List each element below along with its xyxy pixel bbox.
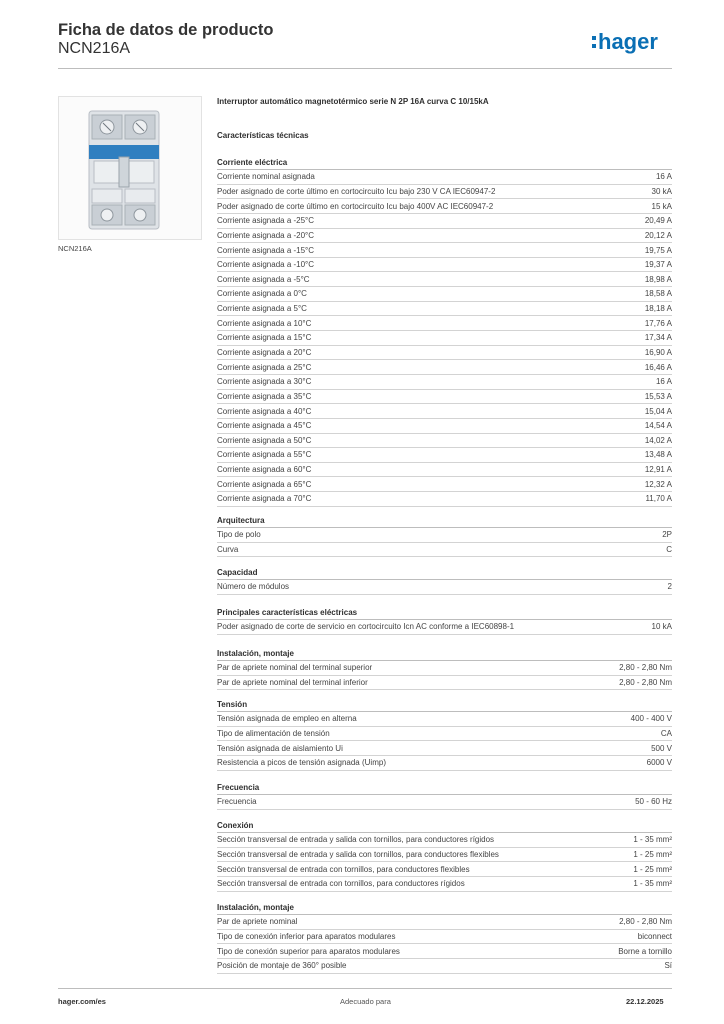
spec-row bbox=[217, 170, 672, 185]
product-code: NCN216A bbox=[58, 40, 131, 57]
hager-logo bbox=[592, 26, 676, 56]
spec-value: 19,37 A bbox=[644, 260, 672, 270]
spec-section bbox=[217, 566, 672, 595]
spec-label: Sección transversal de entrada con tornillos, para conductores rígidos bbox=[217, 879, 465, 889]
footer-date: 22.12.2025 bbox=[626, 997, 664, 1006]
spec-row bbox=[217, 258, 672, 273]
spec-row bbox=[217, 316, 672, 331]
spec-value: 18,98 A bbox=[644, 274, 672, 284]
spec-label: Sección transversal de entrada con tornillos, para conductores flexibles bbox=[217, 864, 470, 874]
spec-label: Corriente asignada a -15°C bbox=[217, 245, 315, 255]
spec-section bbox=[217, 647, 672, 690]
section-heading: Principales características eléctricas bbox=[217, 606, 672, 620]
spec-row bbox=[217, 390, 672, 405]
spec-label: Tensión asignada de empleo en alterna bbox=[217, 714, 357, 724]
spec-value: 14,02 A bbox=[644, 435, 672, 445]
spec-value: 16 A bbox=[655, 172, 672, 182]
spec-row bbox=[217, 862, 672, 877]
spec-value: biconnect bbox=[637, 931, 672, 941]
spec-label: Sección transversal de entrada y salida con tornillos, para conductores rígidos bbox=[217, 835, 495, 845]
spec-value: 14,54 A bbox=[644, 421, 672, 431]
spec-label: Par de apriete nominal del terminal inferior bbox=[217, 677, 368, 687]
spec-value: 17,76 A bbox=[644, 318, 672, 328]
footer-website[interactable]: hager.com/es bbox=[58, 997, 106, 1006]
spec-label: Corriente asignada a 10°C bbox=[217, 318, 312, 328]
spec-section bbox=[217, 901, 672, 974]
spec-value: 2 bbox=[667, 582, 672, 592]
tech-heading: Características técnicas bbox=[217, 131, 309, 140]
spec-value: C bbox=[666, 544, 672, 554]
spec-value: 1 - 25 mm² bbox=[633, 849, 672, 859]
spec-value: 20,49 A bbox=[644, 216, 672, 226]
spec-label: Corriente nominal asignada bbox=[217, 172, 315, 182]
spec-section bbox=[217, 514, 672, 557]
spec-row bbox=[217, 944, 672, 959]
spec-row bbox=[217, 727, 672, 742]
section-heading: Capacidad bbox=[217, 566, 672, 580]
spec-row bbox=[217, 302, 672, 317]
spec-row bbox=[217, 199, 672, 214]
footer-divider bbox=[58, 988, 672, 989]
spec-label: Corriente asignada a -5°C bbox=[217, 274, 310, 284]
spec-label: Corriente asignada a -10°C bbox=[217, 260, 315, 270]
spec-value: 50 - 60 Hz bbox=[635, 797, 672, 807]
spec-label: Tensión asignada de aislamiento Ui bbox=[217, 743, 343, 753]
spec-label: Corriente asignada a 60°C bbox=[217, 465, 312, 475]
section-heading: Frecuencia bbox=[217, 781, 672, 795]
spec-label: Corriente asignada a -25°C bbox=[217, 216, 315, 226]
spec-row bbox=[217, 741, 672, 756]
spec-label: Número de módulos bbox=[217, 582, 290, 592]
spec-label: Tipo de alimentación de tensión bbox=[217, 728, 330, 738]
spec-row bbox=[217, 848, 672, 863]
spec-row bbox=[217, 492, 672, 507]
spec-row bbox=[217, 477, 672, 492]
spec-label: Par de apriete nominal bbox=[217, 917, 298, 927]
spec-label: Poder asignado de corte último en cortocircuito Icu bajo 230 V CA IEC60947-2 bbox=[217, 186, 496, 196]
spec-value: 6000 V bbox=[646, 758, 672, 768]
section-heading: Instalación, montaje bbox=[217, 647, 672, 661]
spec-label: Tipo de conexión inferior para aparatos modulares bbox=[217, 931, 396, 941]
spec-row bbox=[217, 661, 672, 676]
section-heading: Instalación, montaje bbox=[217, 901, 672, 915]
spec-value: 15 kA bbox=[651, 201, 672, 211]
spec-row bbox=[217, 580, 672, 595]
spec-row bbox=[217, 346, 672, 361]
spec-row bbox=[217, 877, 672, 892]
spec-label: Corriente asignada a 25°C bbox=[217, 362, 312, 372]
spec-label: Corriente asignada a 50°C bbox=[217, 435, 312, 445]
spec-value: 15,53 A bbox=[644, 391, 672, 401]
brand-wordmark: hager bbox=[598, 29, 658, 54]
spec-label: Curva bbox=[217, 544, 239, 554]
spec-value: 17,34 A bbox=[644, 333, 672, 343]
spec-label: Corriente asignada a 20°C bbox=[217, 348, 312, 357]
spec-value: 1 - 35 mm² bbox=[633, 879, 672, 889]
spec-row bbox=[217, 930, 672, 945]
spec-row bbox=[217, 528, 672, 543]
spec-row bbox=[217, 360, 672, 375]
spec-section bbox=[217, 606, 672, 635]
spec-value: Sí bbox=[664, 961, 672, 971]
spec-value: CA bbox=[660, 728, 672, 738]
spec-label: Corriente asignada a 40°C bbox=[217, 406, 312, 416]
spec-label: Corriente asignada a 15°C bbox=[217, 333, 312, 343]
spec-row bbox=[217, 287, 672, 302]
spec-row bbox=[217, 214, 672, 229]
header-divider bbox=[58, 68, 672, 69]
spec-row bbox=[217, 620, 672, 635]
spec-row bbox=[217, 833, 672, 848]
product-image bbox=[58, 96, 202, 240]
spec-row bbox=[217, 434, 672, 449]
spec-label: Corriente asignada a 65°C bbox=[217, 479, 312, 489]
section-heading: Corriente eléctrica bbox=[217, 156, 672, 170]
spec-value: 1 - 25 mm² bbox=[633, 864, 672, 874]
spec-label: Corriente asignada a 35°C bbox=[217, 391, 312, 401]
section-heading: Arquitectura bbox=[217, 514, 672, 528]
spec-label: Corriente asignada a -20°C bbox=[217, 230, 315, 240]
spec-section bbox=[217, 819, 672, 892]
spec-label: Corriente asignada a 0°C bbox=[217, 289, 307, 299]
spec-label: Par de apriete nominal del terminal superior bbox=[217, 663, 373, 673]
spec-value: 10 kA bbox=[651, 622, 672, 632]
spec-value: 1 - 35 mm² bbox=[633, 835, 672, 845]
spec-label: Corriente asignada a 30°C bbox=[217, 377, 312, 387]
spec-value: 18,58 A bbox=[644, 289, 672, 299]
spec-row bbox=[217, 272, 672, 287]
spec-label: Posición de montaje de 360° posible bbox=[217, 961, 347, 971]
spec-row bbox=[217, 463, 672, 478]
product-description: Interruptor automático magnetotérmico serie N 2P 16A curva C 10/15kA bbox=[217, 97, 489, 106]
spec-row bbox=[217, 229, 672, 244]
spec-label: Corriente asignada a 45°C bbox=[217, 421, 312, 431]
spec-value: 18,18 A bbox=[644, 304, 672, 314]
spec-label: Resistencia a picos de tensión asignada (Uimp) bbox=[217, 758, 386, 768]
spec-value: 19,75 A bbox=[644, 245, 672, 255]
spec-label: Corriente asignada a 55°C bbox=[217, 450, 312, 460]
spec-value: 16,46 A bbox=[644, 362, 672, 372]
spec-label: Sección transversal de entrada y salida con tornillos, para conductores flexibles bbox=[217, 849, 499, 859]
spec-row bbox=[217, 185, 672, 200]
spec-row bbox=[217, 795, 672, 810]
spec-value: 2,80 - 2,80 Nm bbox=[619, 917, 672, 927]
spec-row bbox=[217, 448, 672, 463]
spec-value: 2P bbox=[662, 530, 672, 540]
spec-value: 2,80 - 2,80 Nm bbox=[619, 663, 672, 673]
footer-suitable-for: Adecuado para bbox=[340, 997, 391, 1006]
spec-value: 15,04 A bbox=[644, 406, 672, 416]
spec-row bbox=[217, 959, 672, 974]
spec-row bbox=[217, 243, 672, 258]
spec-value: 16,90 A bbox=[644, 348, 672, 357]
spec-label: Corriente asignada a 70°C bbox=[217, 494, 312, 504]
spec-value: 500 V bbox=[651, 743, 672, 753]
spec-row bbox=[217, 712, 672, 727]
spec-value: 11,70 A bbox=[645, 494, 672, 504]
spec-value: 13,48 A bbox=[644, 450, 672, 460]
spec-row bbox=[217, 676, 672, 691]
product-caption: NCN216A bbox=[58, 244, 92, 253]
spec-label: Tipo de polo bbox=[217, 530, 261, 540]
spec-label: Poder asignado de corte último en cortocircuito Icu bajo 400V AC IEC60947-2 bbox=[217, 201, 494, 211]
spec-label: Frecuencia bbox=[217, 797, 257, 807]
section-heading: Tensión bbox=[217, 698, 672, 712]
spec-section bbox=[217, 698, 672, 771]
spec-label: Corriente asignada a 5°C bbox=[217, 304, 307, 314]
spec-value: 2,80 - 2,80 Nm bbox=[619, 677, 672, 687]
spec-row bbox=[217, 375, 672, 390]
spec-row bbox=[217, 543, 672, 558]
spec-section bbox=[217, 156, 672, 507]
spec-value: 16 A bbox=[655, 377, 672, 387]
spec-section bbox=[217, 781, 672, 810]
spec-value: 20,12 A bbox=[644, 230, 672, 240]
spec-row bbox=[217, 756, 672, 771]
spec-value: 12,91 A bbox=[644, 465, 672, 475]
spec-label: Tipo de conexión superior para aparatos modulares bbox=[217, 946, 400, 956]
spec-value: 30 kA bbox=[651, 186, 672, 196]
spec-label: Poder asignado de corte de servicio en cortocircuito Icn AC conforme a IEC60898-1 bbox=[217, 622, 515, 632]
spec-row bbox=[217, 331, 672, 346]
spec-row bbox=[217, 419, 672, 434]
spec-value: 400 - 400 V bbox=[630, 714, 672, 724]
spec-row bbox=[217, 915, 672, 930]
spec-row bbox=[217, 404, 672, 419]
page-title: Ficha de datos de producto bbox=[58, 21, 274, 39]
spec-value: 12,32 A bbox=[644, 479, 672, 489]
section-heading: Conexión bbox=[217, 819, 672, 833]
spec-value: Borne a tornillo bbox=[618, 946, 672, 956]
